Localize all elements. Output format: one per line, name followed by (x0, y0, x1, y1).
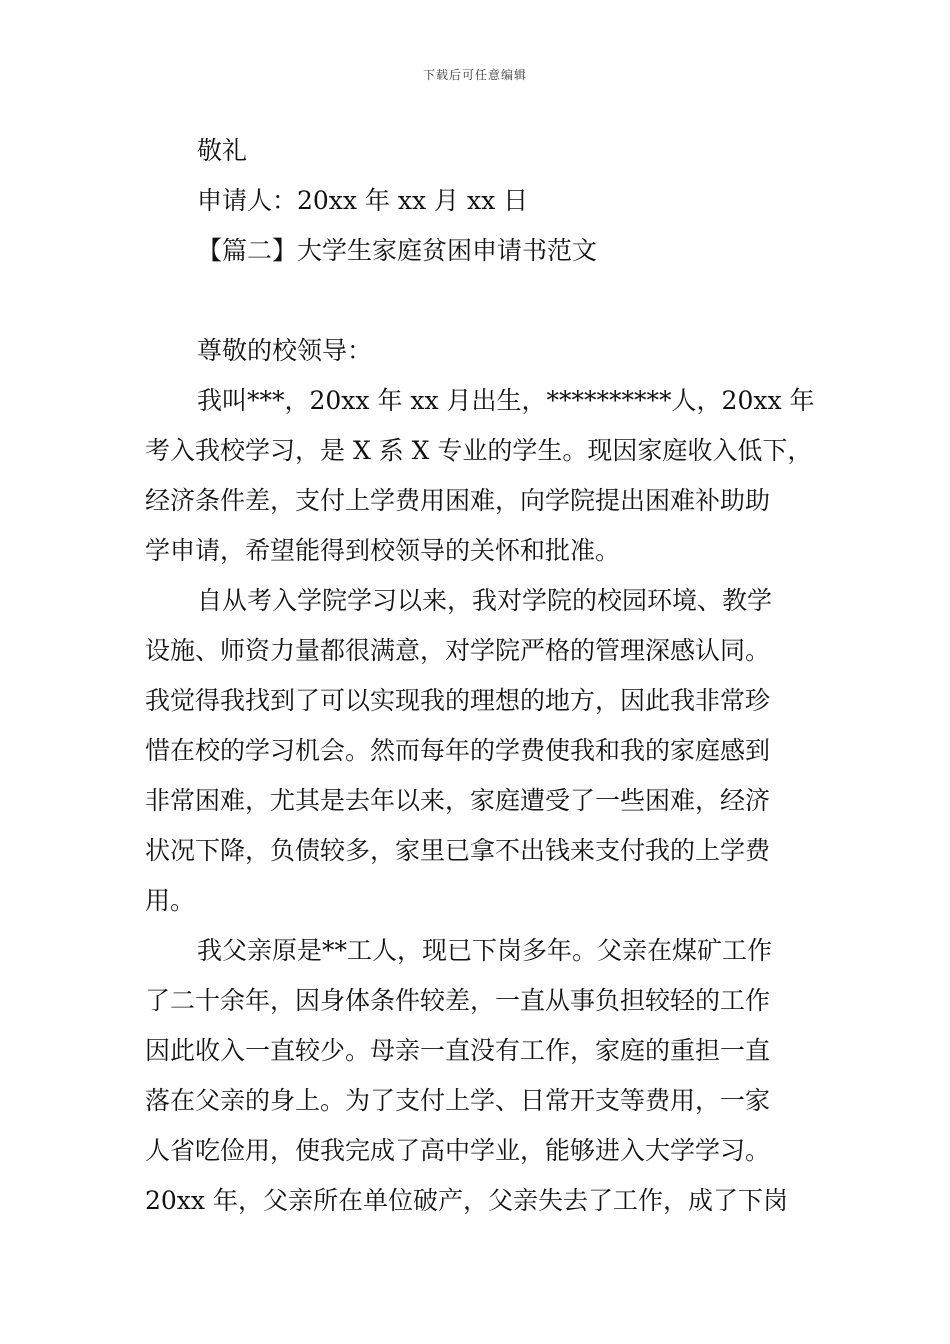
paragraph-1-line-2: 考入我校学习，是 X 系 X 专业的学生。现因家庭收入低下， (145, 436, 813, 465)
paragraph-2-line-2: 设施、师资力量都很满意，对学院严格的管理深感认同。 (145, 636, 771, 665)
paragraph-2-line-6: 状况下降，负债较多，家里已拿不出钱来支付我的上学费 (145, 836, 771, 865)
header-note: 下载后可任意编辑 (422, 68, 527, 82)
paragraph-3-line-3: 因此收入一直较少。母亲一直没有工作，家庭的重担一直 (145, 1036, 771, 1065)
greeting: 尊敬的校领导： (197, 336, 373, 365)
paragraph-2-line-1: 自从考入学院学习以来，我对学院的校园环境、教学 (197, 586, 773, 615)
paragraph-3-line-2: 了二十余年，因身体条件较差，一直从事负担较轻的工作 (145, 986, 771, 1015)
blank-line (145, 276, 810, 326)
paragraph-2-line-3: 我觉得我找到了可以实现我的理想的地方，因此我非常珍 (145, 686, 771, 715)
paragraph-1-line-4: 学申请，希望能得到校领导的关怀和批准。 (145, 536, 621, 565)
paragraph-3-line-1: 我父亲原是**工人，现已下岗多年。父亲在煤矿工作 (197, 936, 773, 965)
paragraph-3-line-5: 人省吃俭用，使我完成了高中学业，能够进入大学学习。 (145, 1136, 771, 1165)
closing-salutation: 敬礼 (197, 136, 248, 165)
paragraph-1-line-1: 我叫***，20xx 年 xx 月出生，**********人，20xx 年 (197, 386, 815, 415)
section-title: 【篇二】大学生家庭贫困申请书范文 (197, 236, 598, 265)
paragraph-3-line-4: 落在父亲的身上。为了支付上学、日常开支等费用，一家 (145, 1086, 771, 1115)
paragraph-2-line-7: 用。 (145, 886, 196, 915)
paragraph-2-line-4: 惜在校的学习机会。然而每年的学费使我和我的家庭感到 (145, 736, 771, 765)
paragraph-1-line-3: 经济条件差，支付上学费用困难，向学院提出困难补助助 (145, 486, 771, 515)
paragraph-2-line-5: 非常困难，尤其是去年以来，家庭遭受了一些困难，经济 (145, 786, 771, 815)
applicant-date-line: 申请人：20xx 年 xx 月 xx 日 (197, 186, 529, 215)
paragraph-3-line-6: 20xx 年，父亲所在单位破产，父亲失去了工作，成了下岗 (145, 1186, 788, 1215)
document-body (145, 126, 815, 1226)
